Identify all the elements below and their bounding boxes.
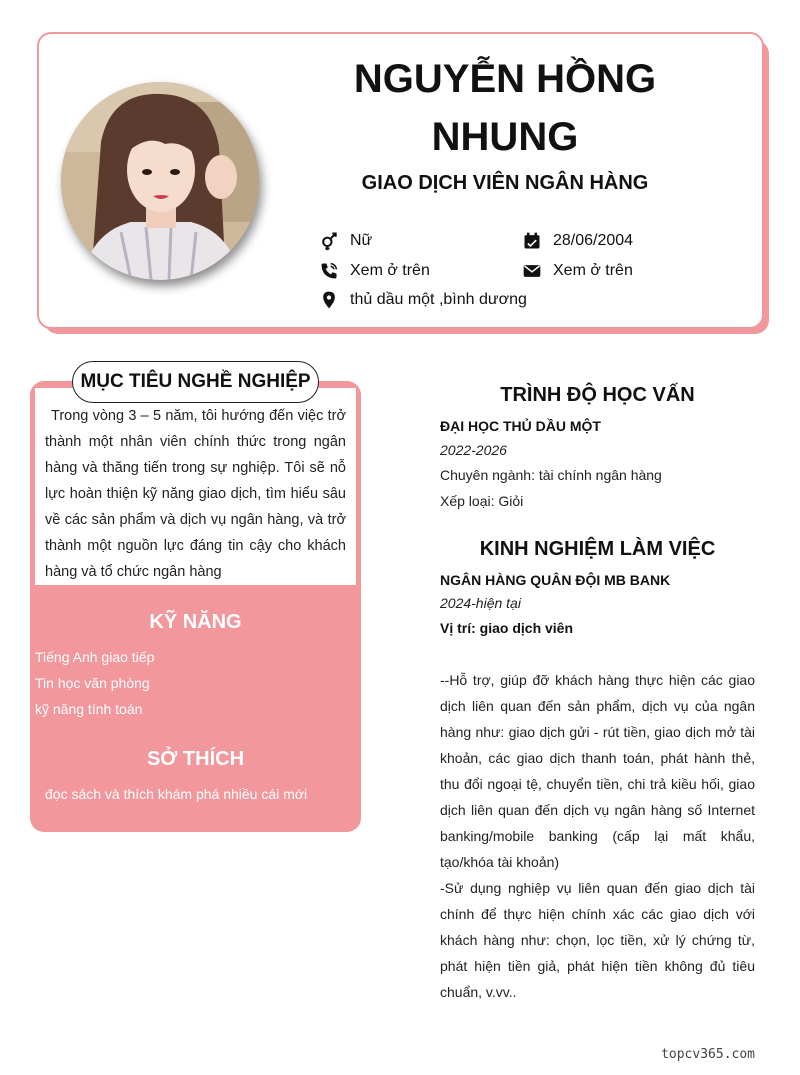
experience-period: 2024-hiện tại	[440, 595, 521, 611]
address-value: thủ dầu một ,bình dương	[350, 291, 527, 308]
objective-title: MỤC TIÊU NGHỀ NGHIỆP	[72, 361, 319, 403]
skills-title: KỸ NĂNG	[149, 611, 242, 633]
gender-icon	[318, 230, 340, 252]
experience-title: KINH NGHIỆM LÀM VIỆC	[479, 538, 716, 560]
hobbies-title: SỞ THÍCH	[146, 748, 245, 770]
info-birthday	[521, 230, 633, 252]
education-period: 2022-2026	[440, 442, 507, 458]
experience-duty: --Hỗ trợ, giúp đỡ khách hàng thực hiện các giao dịch liên quan đến sản phẩm, dịch vụ của ngân hàng như: giao dịch gửi - rút tiền, giao dịch mở tài khoản, các giao dịch thanh toán, phát hành thẻ, thu đổi ngoại tệ, chuyển tiền, chi trả kiều hối, giao dịch liên quan đến dịch vụ ngân hàng số Internet banking/mobile banking (cấp lại mất khẩu, tạo/khóa tài khoản)	[440, 672, 755, 870]
job-title: GIAO DỊCH VIÊN NGÂN HÀNG	[361, 172, 649, 194]
email-value: Xem ở trên	[553, 262, 633, 279]
watermark: topcv365.com	[661, 1047, 755, 1062]
avatar	[61, 82, 259, 280]
birthday-value: 28/06/2004	[553, 232, 634, 249]
education-rank: Xếp loại: Giỏi	[440, 493, 524, 509]
experience-duty: -Sử dụng nghiệp vụ liên quan đến giao dịch tài chính để thực hiện chính xác các giao dịch với khách hàng như: chọn, lọc tiền, xử lý chứng từ, phát hiện tiền giả, phát hiện tiền không đủ tiêu chuẩn, v.vv..	[440, 880, 755, 1000]
info-gender	[318, 230, 372, 252]
education-title: TRÌNH ĐỘ HỌC VẤN	[500, 384, 695, 406]
full-name: NGUYỄN HỒNG NHUNG	[353, 57, 657, 159]
skill-item: Tin học văn phòng	[35, 675, 150, 691]
envelope-icon	[521, 260, 543, 282]
calendar-icon	[521, 230, 543, 252]
experience-company: NGÂN HÀNG QUÂN ĐỘI MB BANK	[440, 572, 671, 588]
hobbies-text: đọc sách và thích khám phá nhiều cái mới	[45, 786, 308, 802]
skill-item: Tiếng Anh giao tiếp	[35, 649, 155, 665]
info-phone	[318, 260, 430, 282]
phone-icon	[318, 260, 340, 282]
info-address	[318, 289, 527, 311]
skill-item: kỹ năng tính toán	[35, 701, 143, 717]
objective-text: Trong vòng 3 – 5 năm, tôi hướng đến việc trở thành một nhân viên chính thức trong ngân hàng và thăng tiến trong sự nghiệp. Tôi sẽ nỗ lực hoàn thiện kỹ năng giao dịch, tìm hiểu sâu về các sản phẩm và dịch vụ ngân hàng, và trở thành một nguồn lực đáng tin cậy cho khách hàng và tổ chức ngân hàng	[45, 408, 346, 580]
phone-value: Xem ở trên	[350, 262, 430, 279]
avatar-photo	[61, 82, 259, 280]
gender-value: Nữ	[350, 232, 373, 249]
experience-position: Vị trí: giao dịch viên	[440, 620, 574, 636]
info-email	[521, 260, 633, 282]
education-major: Chuyên ngành: tài chính ngân hàng	[440, 467, 662, 483]
map-pin-icon	[318, 289, 340, 311]
education-school: ĐẠI HỌC THỦ DẦU MỘT	[440, 418, 601, 434]
